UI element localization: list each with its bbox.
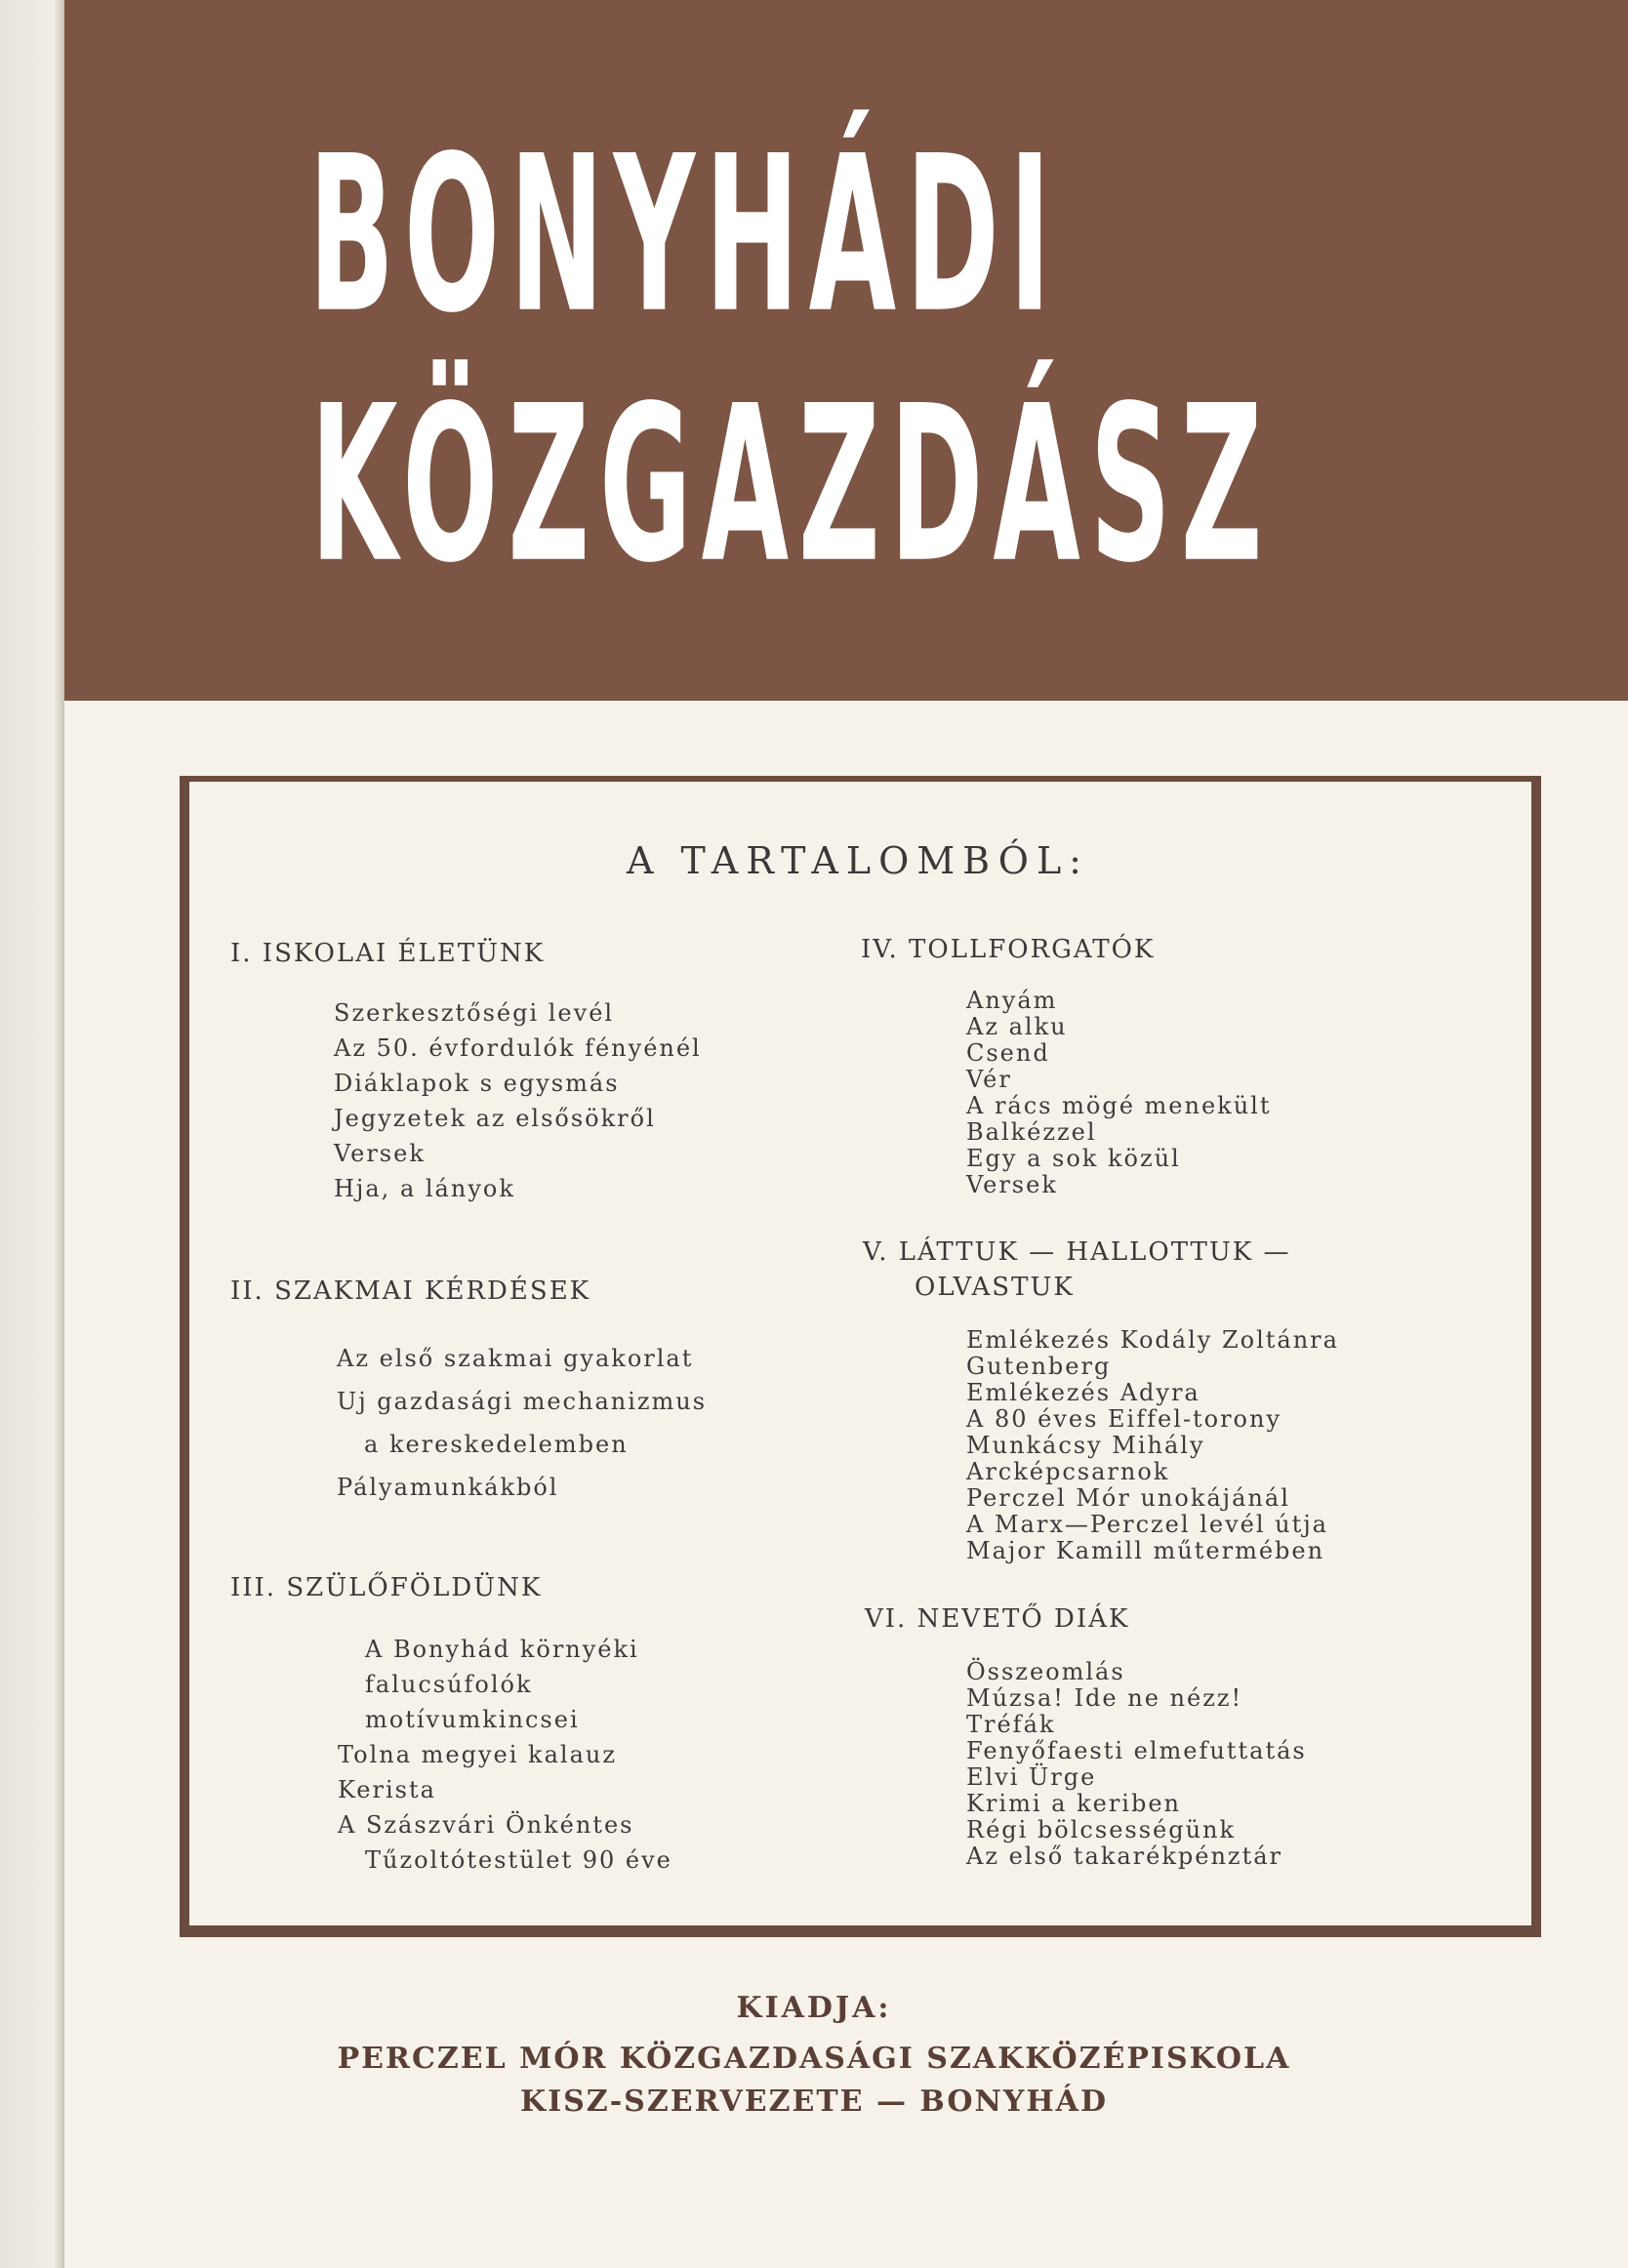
- list-item: A Szászvári Önkéntes: [338, 1811, 634, 1839]
- section-items-6: [966, 1659, 1307, 1870]
- list-item: Múzsa! Ide ne nézz!: [966, 1684, 1243, 1712]
- list-item: Összeomlás: [966, 1658, 1125, 1685]
- list-item: Csend: [966, 1039, 1050, 1067]
- list-item: motívumkincsei: [365, 1706, 580, 1733]
- list-item: A Bonyhád környéki: [365, 1636, 639, 1663]
- list-item: Fenyőfaesti elmefuttatás: [966, 1737, 1307, 1764]
- list-item: Egy a sok közül: [966, 1145, 1181, 1172]
- list-item: Arcképcsarnok: [966, 1458, 1170, 1485]
- section-items-5: [966, 1327, 1339, 1564]
- list-item: Az alku: [966, 1013, 1068, 1040]
- section-heading-5-continued: OLVASTUK: [915, 1273, 1075, 1302]
- list-item: Krimi a keriben: [966, 1790, 1181, 1817]
- list-item: Versek: [334, 1140, 426, 1167]
- section-items-3: [338, 1632, 672, 1878]
- section-heading-3: III. SZÜLŐFÖLDÜNK: [230, 1573, 543, 1602]
- section-heading-5: V. LÁTTUK — HALLOTTUK —: [863, 1237, 1291, 1267]
- list-item: falucsúfolók: [365, 1671, 533, 1698]
- list-item: Régi bölcsességünk: [966, 1816, 1237, 1843]
- section-heading-2: II. SZAKMAI KÉRDÉSEK: [230, 1276, 591, 1306]
- list-item: Tréfák: [966, 1711, 1056, 1738]
- contents-heading: A TARTALOMBÓL:: [626, 839, 1089, 882]
- list-item: Az 50. évfordulók fényénél: [334, 1034, 702, 1062]
- list-item: Uj gazdasági mechanizmus: [337, 1388, 708, 1415]
- book-spine-edge: [0, 0, 64, 2268]
- masthead-title-line1: BONYHÁDI: [308, 109, 1061, 361]
- list-item: Anyám: [966, 987, 1058, 1014]
- list-item: Tűzoltótestület 90 éve: [365, 1846, 672, 1874]
- list-item: Az első szakmai gyakorlat: [337, 1345, 694, 1372]
- list-item: Pályamunkákból: [337, 1474, 559, 1501]
- section-heading-6: VI. NEVETŐ DIÁK: [865, 1604, 1130, 1634]
- section-heading-1: I. ISKOLAI ÉLETÜNK: [230, 939, 546, 968]
- list-item: A rács mögé menekült: [966, 1092, 1272, 1119]
- publisher-name: PERCZEL MÓR KÖZGAZDASÁGI SZAKKÖZÉPISKOLA: [337, 2042, 1291, 2076]
- list-item: Elvi Ürge: [966, 1763, 1097, 1791]
- list-item: Munkácsy Mihály: [966, 1432, 1205, 1459]
- list-item: Kerista: [338, 1776, 436, 1803]
- list-item: Tolna megyei kalauz: [338, 1741, 617, 1768]
- list-item: Perczel Mór unokájánál: [966, 1484, 1290, 1512]
- section-heading-4: IV. TOLLFORGATÓK: [861, 935, 1156, 964]
- publisher-organization: KISZ-SZERVEZETE — BONYHÁD: [520, 2085, 1108, 2119]
- list-item: Szerkesztőségi levél: [334, 999, 615, 1027]
- masthead-title-line2: KÖZGAZDÁSZ: [310, 359, 1273, 611]
- list-item: Emlékezés Kodály Zoltánra: [966, 1326, 1339, 1354]
- section-items-2: [337, 1337, 707, 1509]
- section-items-4: [966, 988, 1271, 1198]
- list-item: Vér: [966, 1066, 1012, 1093]
- list-item: A Marx—Perczel levél útja: [966, 1511, 1328, 1538]
- list-item: Major Kamill műtermében: [966, 1537, 1325, 1564]
- list-item: Jegyzetek az elsősökről: [334, 1105, 656, 1132]
- list-item: a kereskedelemben: [364, 1431, 629, 1458]
- list-item: Hja, a lányok: [334, 1175, 515, 1202]
- list-item: Az első takarékpénztár: [966, 1843, 1282, 1870]
- publisher-label: KIADJA:: [736, 1991, 892, 2025]
- section-items-1: [334, 995, 702, 1206]
- list-item: A 80 éves Eiffel-torony: [966, 1405, 1282, 1433]
- list-item: Diáklapok s egysmás: [334, 1070, 620, 1097]
- list-item: Gutenberg: [966, 1353, 1112, 1380]
- list-item: Balkézzel: [966, 1118, 1097, 1146]
- list-item: Versek: [966, 1171, 1058, 1198]
- list-item: Emlékezés Adyra: [966, 1379, 1201, 1406]
